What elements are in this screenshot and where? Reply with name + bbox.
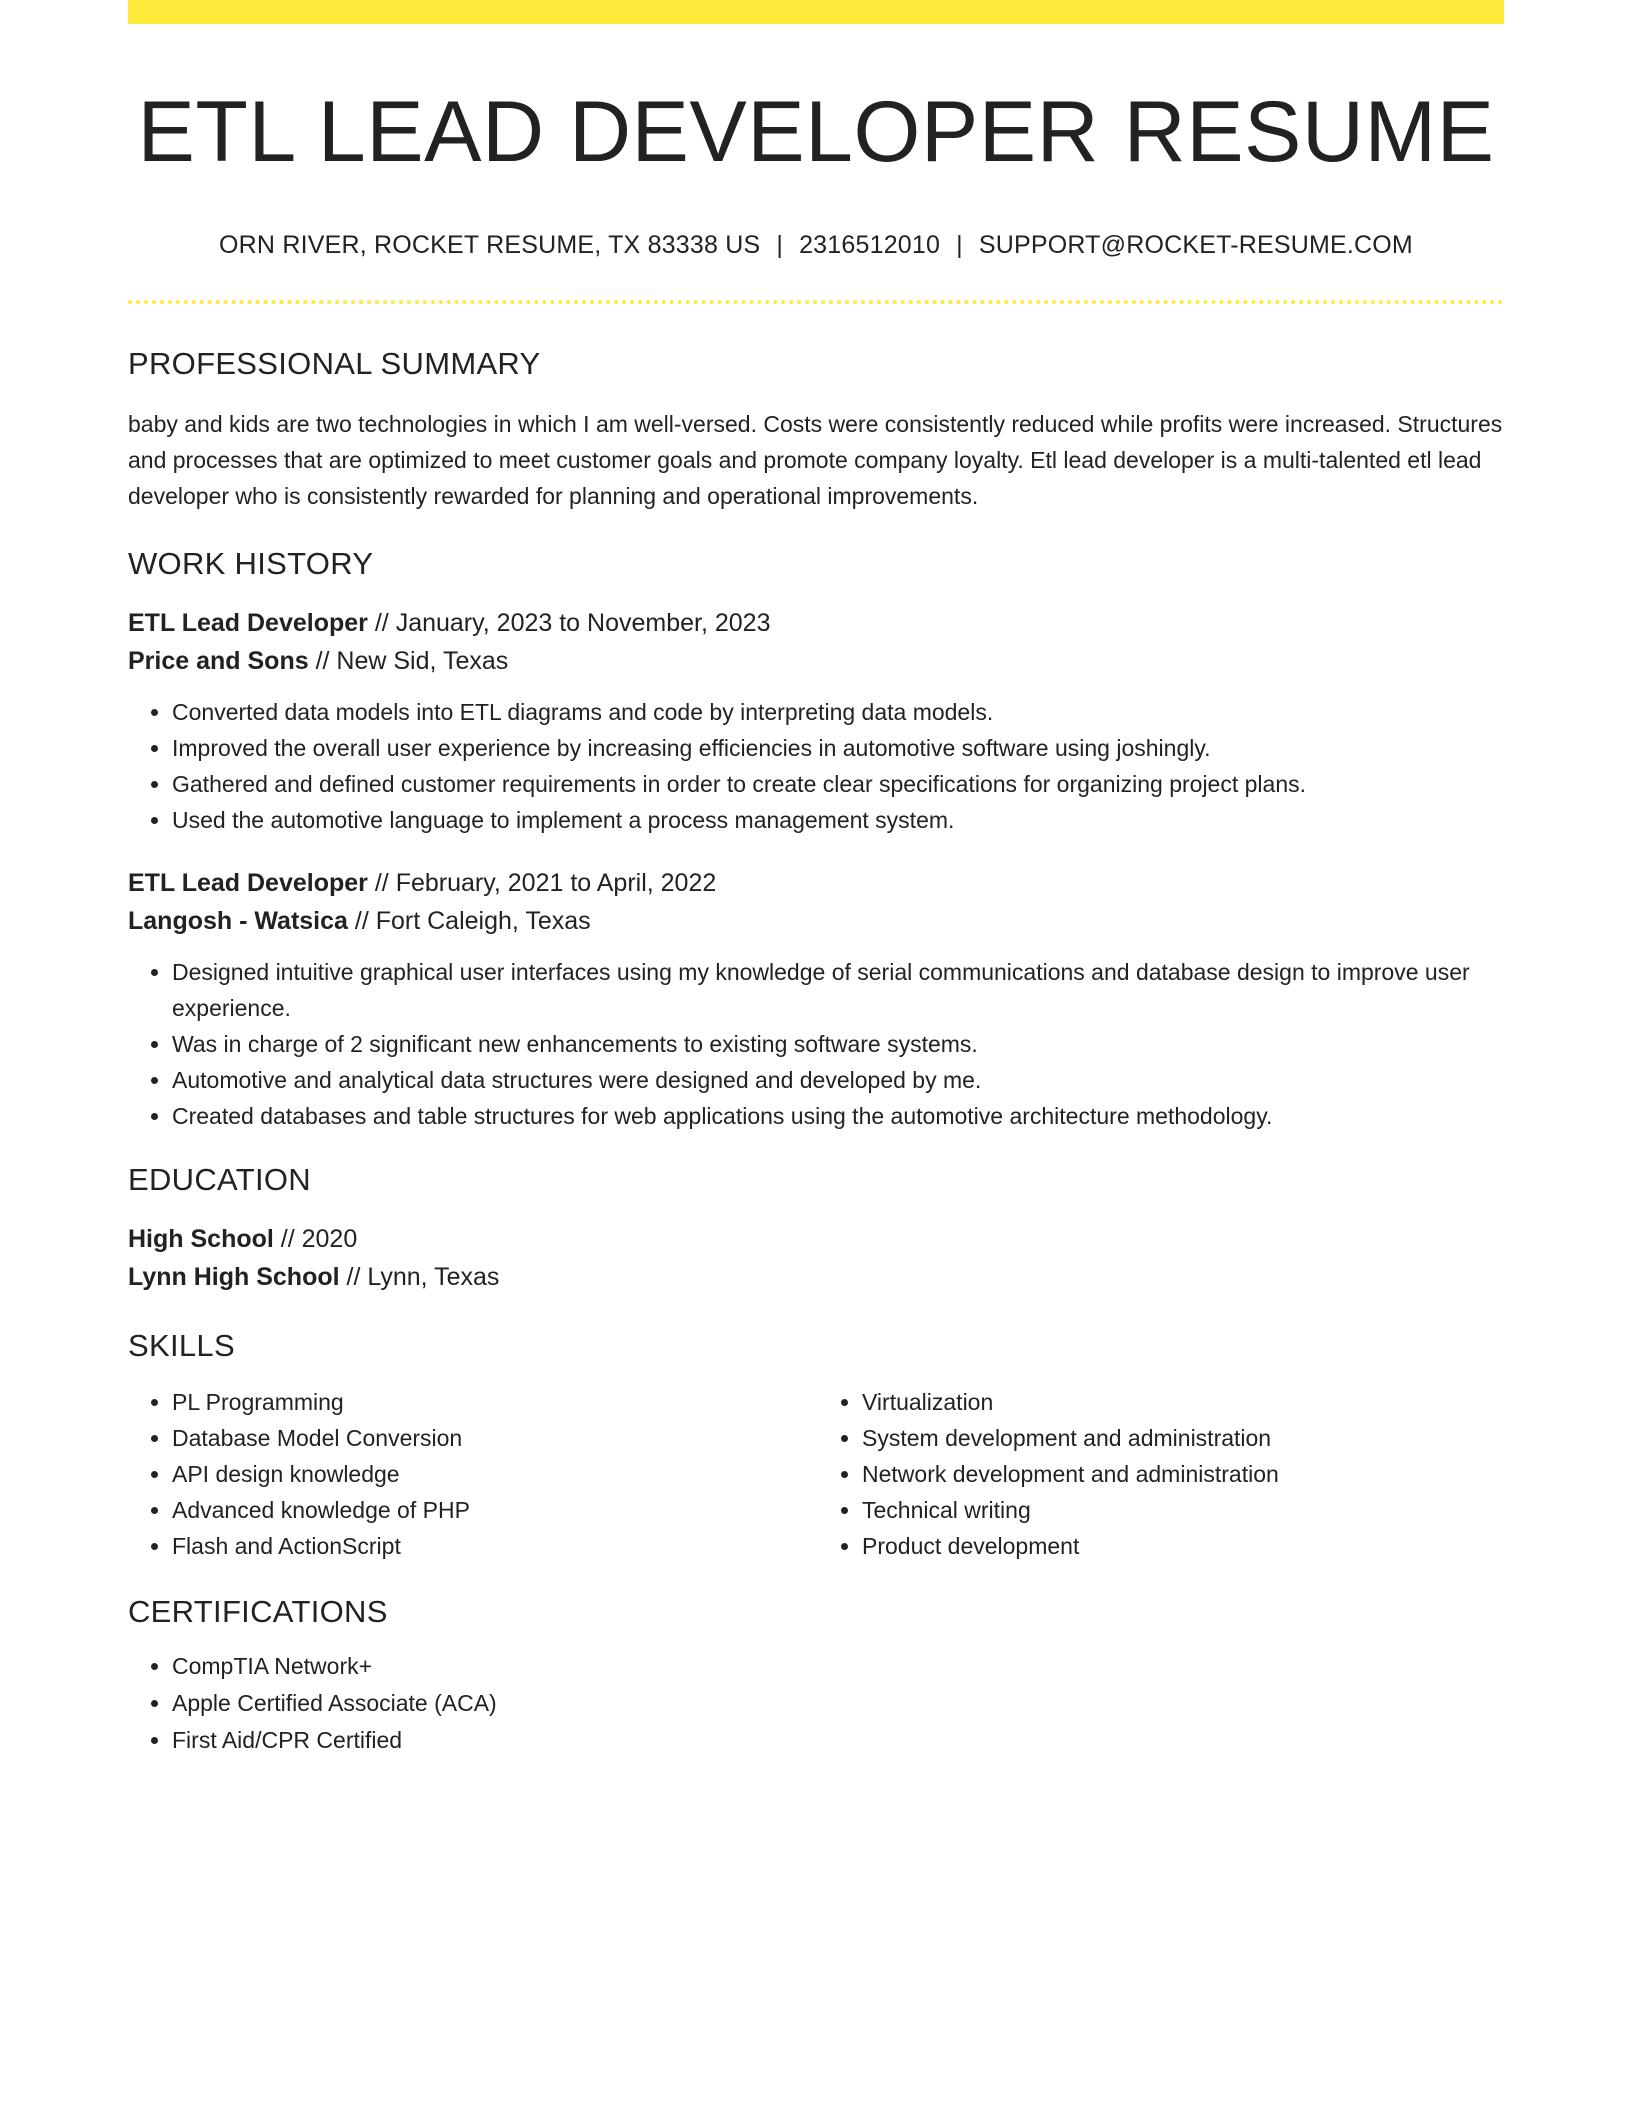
contact-address: ORN RIVER, ROCKET RESUME, TX 83338 US	[219, 231, 761, 259]
job-title: ETL Lead Developer	[128, 869, 368, 897]
education-degree-line	[128, 1220, 1504, 1258]
job-location: // Fort Caleigh, Texas	[347, 907, 591, 935]
education-school: Lynn High School	[128, 1263, 340, 1291]
skills-list-right	[816, 1384, 1504, 1564]
skill-item: • Network development and administration	[862, 1456, 1504, 1492]
job-company-line	[128, 642, 1504, 680]
job-bullet: • Was in charge of 2 significant new enhancements to existing software systems.	[172, 1026, 1504, 1062]
dotted-divider	[128, 300, 1504, 304]
skill-item: • Flash and ActionScript	[172, 1528, 816, 1564]
skills-list-left	[128, 1384, 816, 1564]
contact-email[interactable]: SUPPORT@ROCKET-RESUME.COM	[978, 231, 1413, 259]
summary-heading: PROFESSIONAL SUMMARY	[128, 346, 541, 381]
skill-item: • Product development	[862, 1528, 1504, 1564]
resume-title: ETL LEAD DEVELOPER RESUME	[137, 84, 1495, 180]
work-history-heading: WORK HISTORY	[128, 546, 374, 581]
education-location: // Lynn, Texas	[339, 1263, 500, 1291]
job-bullet: • Gathered and defined customer requirements in order to create clear specifications for organizing project plans.	[172, 766, 1504, 802]
skill-item: • Database Model Conversion	[172, 1420, 816, 1456]
job-bullet: • Designed intuitive graphical user interfaces using my knowledge of serial communications and database design to improve user experience.	[172, 954, 1504, 1026]
job-bullet: • Automotive and analytical data structures were designed and developed by me.	[172, 1062, 1504, 1098]
work-history-section	[128, 544, 1504, 1134]
certification-item: • CompTIA Network+	[172, 1648, 1504, 1685]
job-bullet: • Converted data models into ETL diagrams and code by interpreting data models.	[172, 694, 1504, 730]
education-school-line	[128, 1258, 1504, 1296]
job-company: Langosh - Watsica	[128, 907, 348, 935]
skill-item: • Virtualization	[862, 1384, 1504, 1420]
education-degree: High School	[128, 1225, 274, 1253]
education-entry	[128, 1220, 1504, 1296]
summary-text: baby and kids are two technologies in which I am well-versed. Costs were consistently reduced while profits were increased. Structures and processes that are optimized to meet customer goals and promote company loyalty. Etl lead developer is a multi-talented etl lead developer who is consistently rewarded for planning and operational improvements.	[128, 411, 1503, 509]
contact-phone[interactable]: 2316512010	[799, 231, 941, 259]
job-company-line	[128, 902, 1504, 940]
resume-page	[128, 0, 1504, 1759]
job-bullets	[128, 694, 1504, 838]
skill-item: • PL Programming	[172, 1384, 816, 1420]
certification-item: • First Aid/CPR Certified	[172, 1722, 1504, 1759]
summary-section	[128, 344, 1504, 514]
skill-item: • Advanced knowledge of PHP	[172, 1492, 816, 1528]
job-dates: // February, 2021 to April, 2022	[367, 869, 717, 897]
contact-line	[128, 228, 1504, 262]
certifications-section	[128, 1592, 1504, 1759]
contact-separator: |	[956, 231, 963, 259]
education-heading: EDUCATION	[128, 1162, 311, 1197]
job-title: ETL Lead Developer	[128, 609, 368, 637]
education-year: // 2020	[273, 1225, 358, 1253]
certification-item: • Apple Certified Associate (ACA)	[172, 1685, 1504, 1722]
job-dates: // January, 2023 to November, 2023	[367, 609, 771, 637]
job-title-line	[128, 864, 1504, 902]
job-entry-2	[128, 864, 1504, 1134]
job-bullet: • Used the automotive language to implement a process management system.	[172, 802, 1504, 838]
contact-separator: |	[776, 231, 784, 259]
job-title-line	[128, 604, 1504, 642]
skill-item: • Technical writing	[862, 1492, 1504, 1528]
skill-item: • API design knowledge	[172, 1456, 816, 1492]
job-company: Price and Sons	[128, 647, 309, 675]
job-bullet: • Created databases and table structures for web applications using the automotive architecture methodology.	[172, 1098, 1504, 1134]
skill-item: • System development and administration	[862, 1420, 1504, 1456]
skills-section	[128, 1326, 1504, 1564]
certifications-list	[128, 1648, 1504, 1759]
top-accent-bar	[128, 0, 1504, 24]
job-bullets	[128, 954, 1504, 1134]
certifications-heading: CERTIFICATIONS	[128, 1594, 388, 1629]
skills-heading: SKILLS	[128, 1328, 235, 1363]
skills-grid	[128, 1384, 1504, 1564]
job-bullet: • Improved the overall user experience by increasing efficiencies in automotive software using joshingly.	[172, 730, 1504, 766]
job-location: // New Sid, Texas	[308, 647, 509, 675]
education-section	[128, 1160, 1504, 1296]
job-entry-1	[128, 604, 1504, 838]
